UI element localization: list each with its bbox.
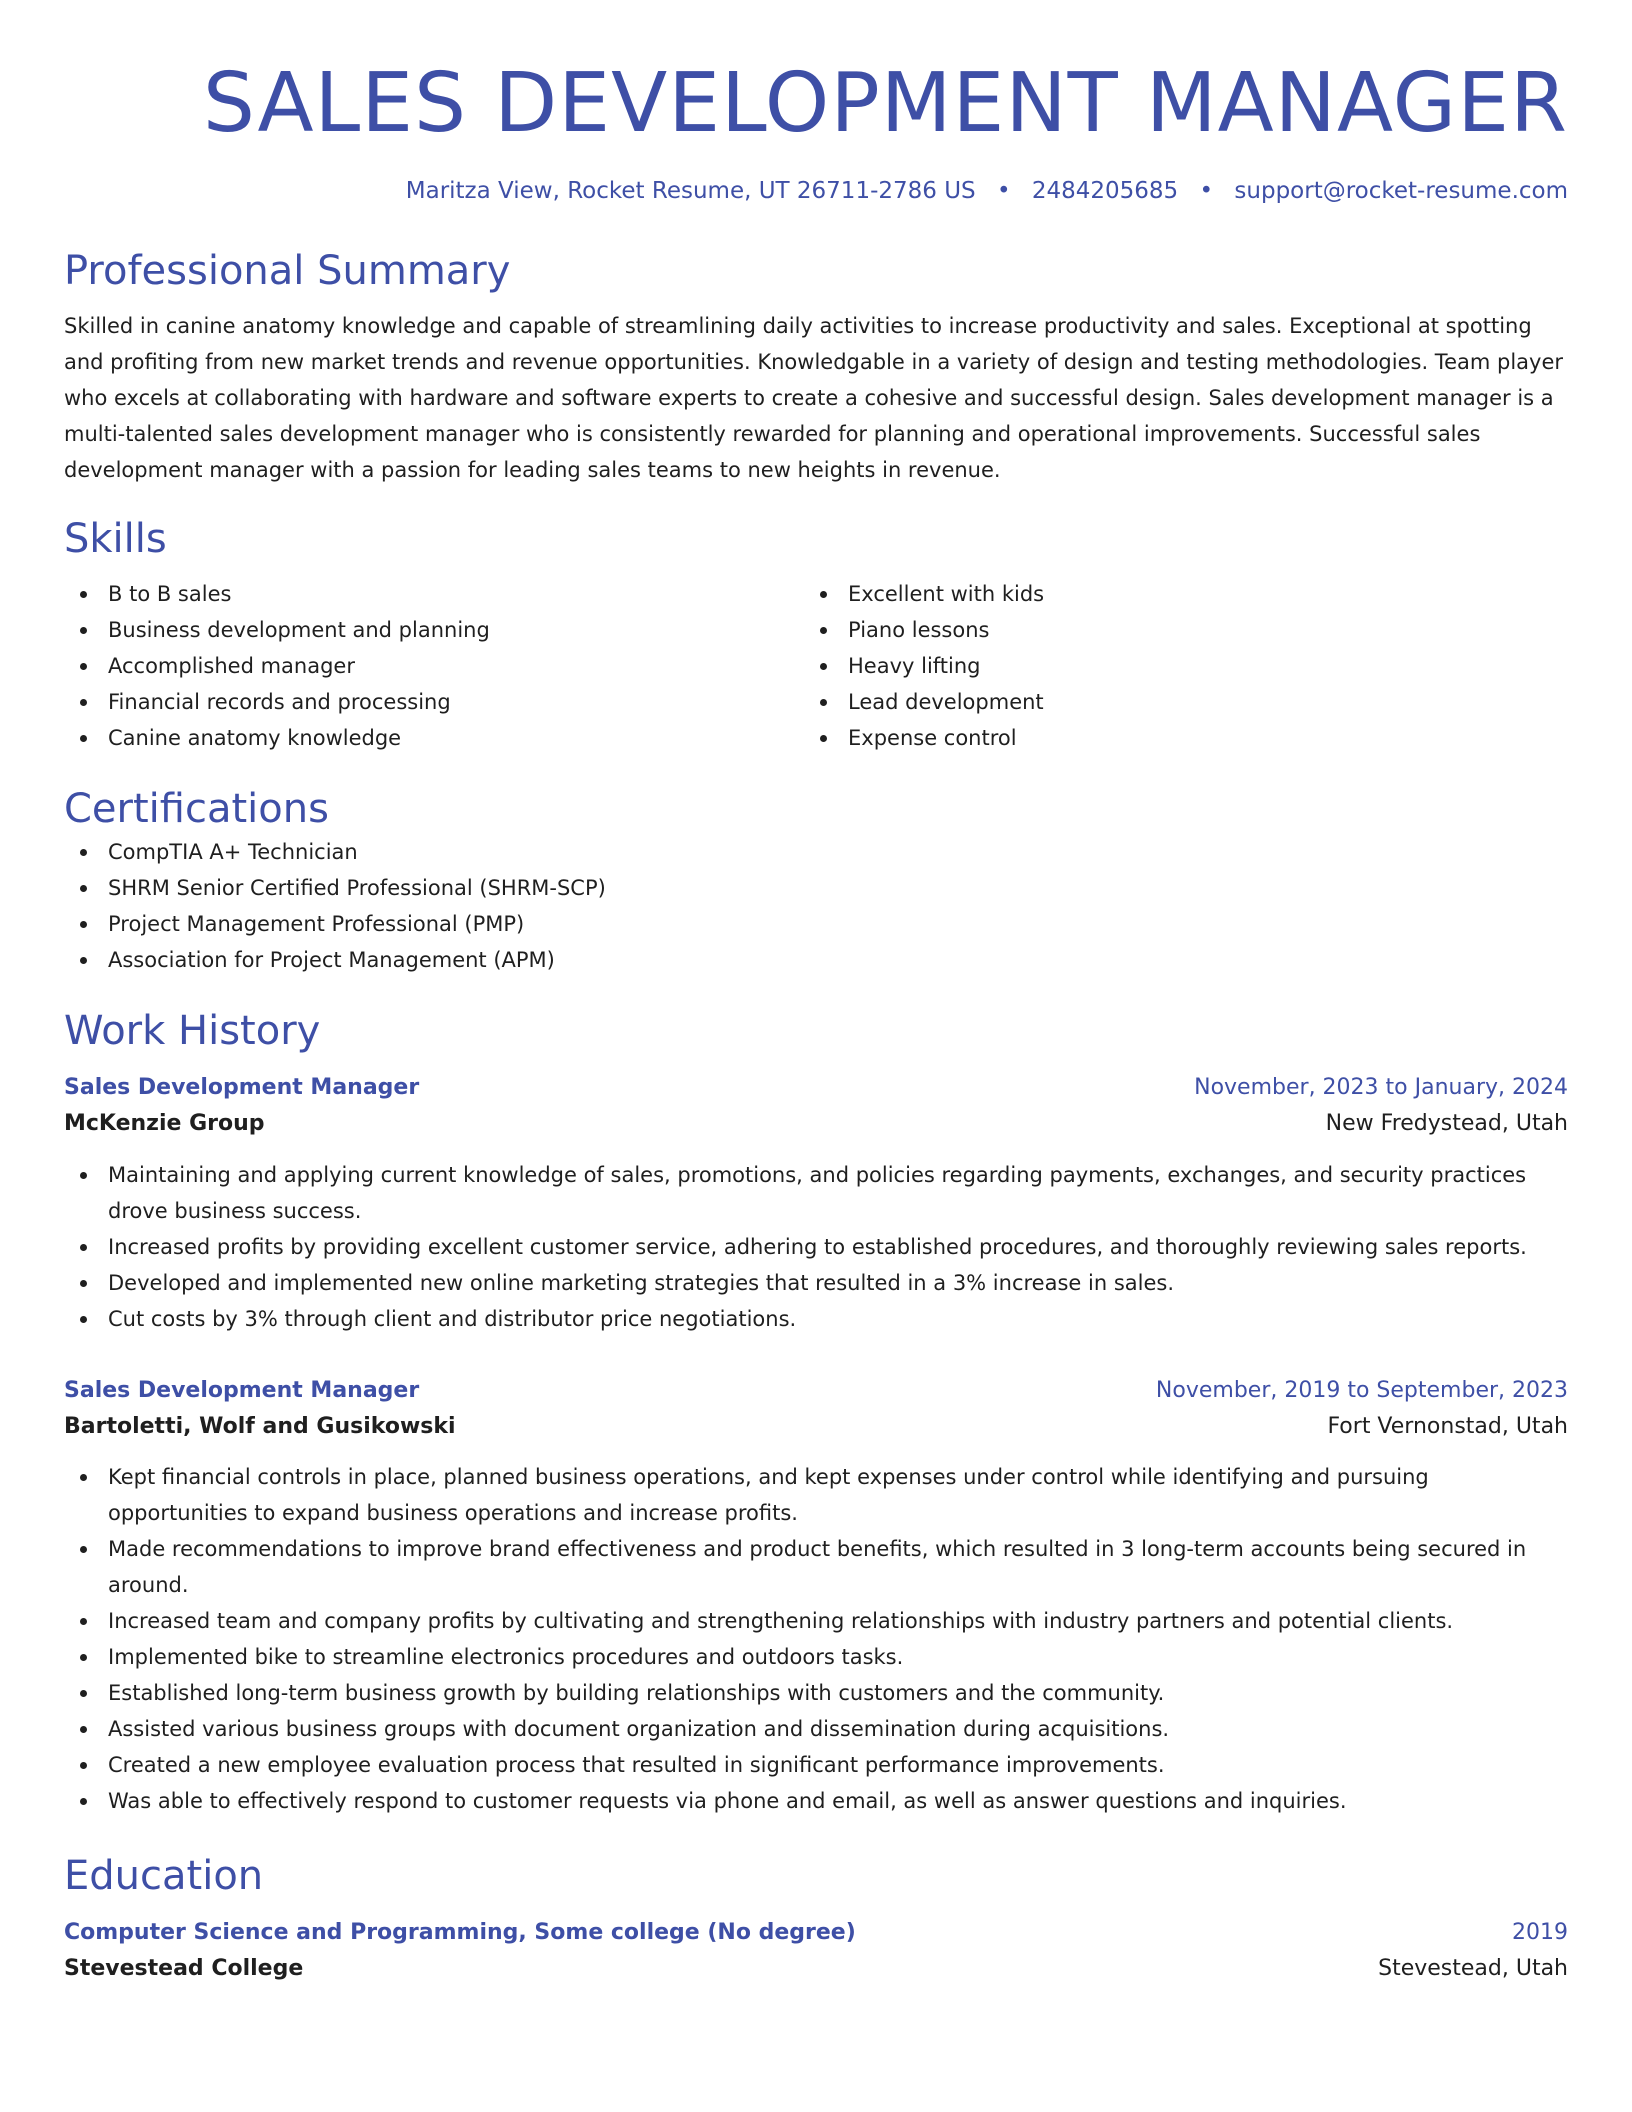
certification-item: Association for Project Management (APM) (64, 942, 1568, 978)
education-school: Stevestead College (64, 1956, 304, 1981)
contact-line (64, 176, 1568, 206)
education-heading: Education (64, 1853, 264, 1899)
resume-title: SALES DEVELOPMENT MANAGER (202, 56, 1568, 151)
job-header-row (64, 1373, 1568, 1409)
job-bullet: Maintaining and applying current knowledge of sales, promotions, and policies regarding payments, exchanges, and security practices drove business success. (64, 1157, 1568, 1229)
work-history-heading: Work History (64, 1008, 321, 1054)
job-bullet: Cut costs by 3% through client and distributor price negotiations. (64, 1301, 1568, 1337)
job-dates: November, 2023 to January, 2024 (1194, 1075, 1568, 1100)
skills-list (64, 576, 1568, 756)
job-header-row (64, 1070, 1568, 1106)
skill-item: Accomplished manager (64, 648, 804, 684)
job-dates: November, 2019 to September, 2023 (1155, 1377, 1568, 1403)
contact-email: support@rocket-resume.com (1234, 178, 1568, 204)
job-location: New Fredystead, Utah (1325, 1111, 1568, 1136)
contact-separator: • (1199, 178, 1214, 204)
job-bullet: Developed and implemented new online marketing strategies that resulted in a 3% increase in sales. (64, 1265, 1568, 1301)
skill-item: Expense control (804, 720, 1544, 756)
education-year: 2019 (1512, 1920, 1568, 1945)
skill-item: Canine anatomy knowledge (64, 720, 804, 756)
education-location: Stevestead, Utah (1378, 1956, 1568, 1981)
job-company-row (64, 1409, 1568, 1446)
job-bullet: Increased profits by providing excellent customer service, adhering to established procedures, and thoroughly reviewing sales reports. (64, 1229, 1568, 1265)
job-entry (64, 1070, 1568, 1337)
job-entry (64, 1373, 1568, 1820)
contact-phone: 2484205685 (1031, 178, 1179, 204)
contact-address: Maritza View, Rocket Resume, UT 26711-2786 US (405, 178, 976, 204)
certifications-list (64, 834, 1568, 978)
skill-item: Financial records and processing (64, 684, 804, 720)
skill-item: Piano lessons (804, 612, 1544, 648)
job-bullet: Assisted various business groups with document organization and dissemination during acquisitions. (64, 1711, 1568, 1747)
education-header-row (64, 1915, 1568, 1951)
skills-column-left (64, 576, 804, 756)
job-bullet: Implemented bike to streamline electronics procedures and outdoors tasks. (64, 1639, 1568, 1675)
job-company: McKenzie Group (64, 1111, 265, 1136)
education-school-row (64, 1951, 1568, 1988)
certification-item: SHRM Senior Certified Professional (SHRM-SCP) (64, 870, 1568, 906)
job-company: Bartoletti, Wolf and Gusikowski (64, 1413, 456, 1439)
job-bullet: Established long-term business growth by building relationships with customers and the community. (64, 1675, 1568, 1711)
summary-text: Skilled in canine anatomy knowledge and capable of streamlining daily activities to increase productivity and sales. Exceptional at spotting and profiting from new market trends and revenue opportunities. Knowledgable in a variety of design and testing methodologies. Team player who excels at collaborating with hardware and software experts to create a cohesive and successful design. Sales development manager is a multi-talented sales development manager who is consistently rewarded for planning and operational improvements. Successful sales development manager with a passion for leading sales teams to new heights in revenue. (64, 314, 1563, 482)
job-company-row (64, 1106, 1568, 1143)
job-bullet: Made recommendations to improve brand effectiveness and product benefits, which resulted in 3 long-term accounts being secured in around. (64, 1531, 1568, 1603)
skill-item: Lead development (804, 684, 1544, 720)
job-bullet: Kept financial controls in place, planned business operations, and kept expenses under control while identifying and pursuing opportunities to expand business operations and increase profits. (64, 1459, 1568, 1531)
job-title: Sales Development Manager (64, 1075, 420, 1100)
certification-item: Project Management Professional (PMP) (64, 906, 1568, 942)
certification-item: CompTIA A+ Technician (64, 834, 1568, 870)
job-title: Sales Development Manager (64, 1377, 420, 1403)
skill-item: Business development and planning (64, 612, 804, 648)
job-bullets (64, 1459, 1568, 1819)
skill-item: B to B sales (64, 576, 804, 612)
job-bullet: Was able to effectively respond to customer requests via phone and email, as well as answer questions and inquiries. (64, 1783, 1568, 1819)
education-degree: Computer Science and Programming, Some college (No degree) (64, 1920, 856, 1945)
resume-header (64, 56, 1568, 206)
job-bullet: Increased team and company profits by cultivating and strengthening relationships with industry partners and potential clients. (64, 1603, 1568, 1639)
summary-heading: Professional Summary (64, 248, 511, 294)
certifications-heading: Certifications (64, 786, 329, 832)
job-bullets (64, 1157, 1568, 1337)
contact-separator: • (996, 178, 1011, 204)
job-location: Fort Vernonstad, Utah (1327, 1413, 1568, 1439)
skills-heading: Skills (64, 516, 167, 562)
skill-item: Heavy lifting (804, 648, 1544, 684)
skills-column-right (804, 576, 1544, 756)
education-entry (64, 1915, 1568, 1988)
job-bullet: Created a new employee evaluation process that resulted in significant performance improvements. (64, 1747, 1568, 1783)
skill-item: Excellent with kids (804, 576, 1544, 612)
